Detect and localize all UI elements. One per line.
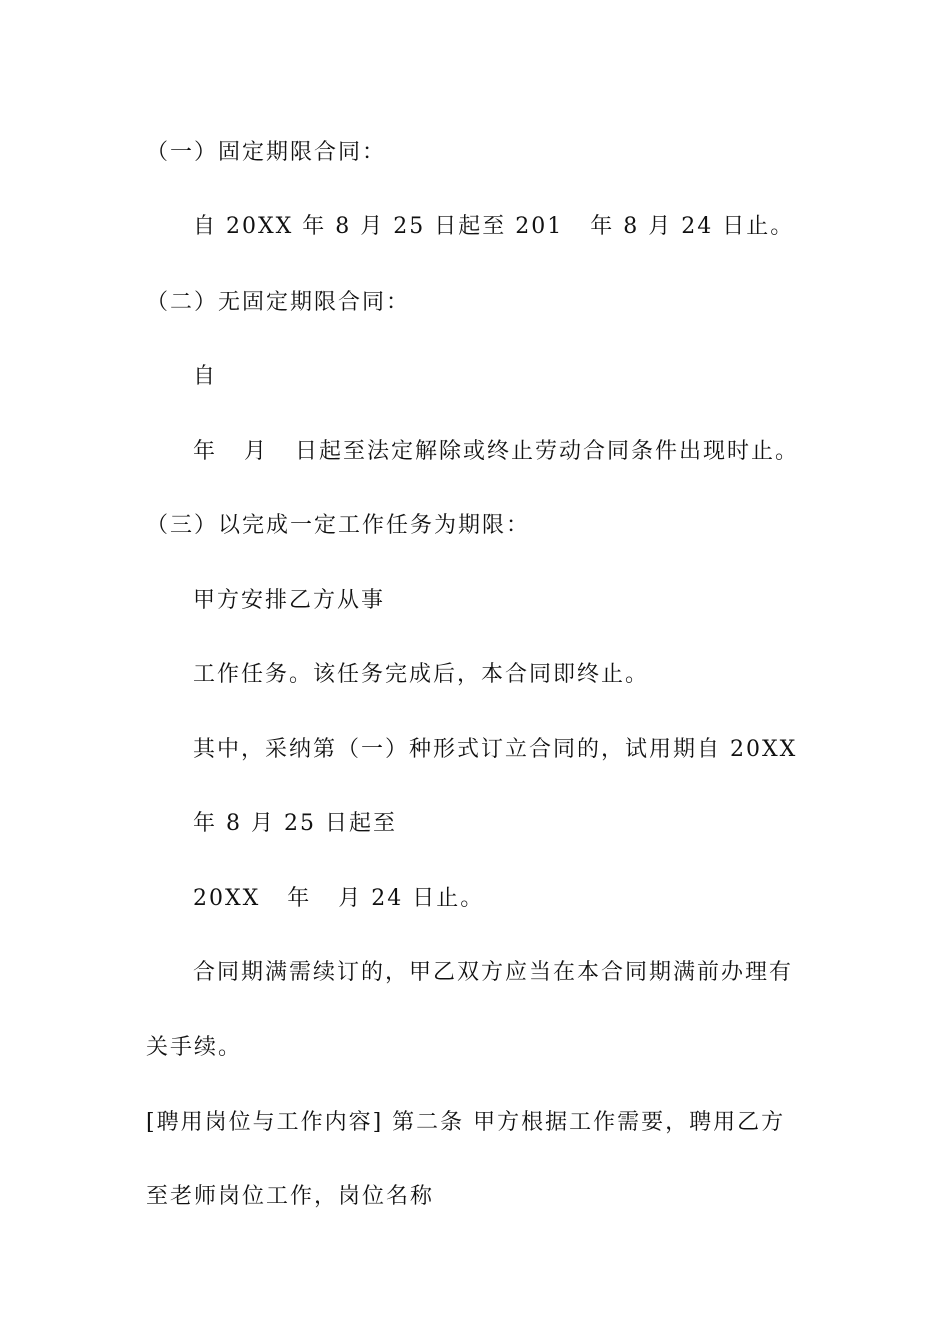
section-heading-fixed-term: （一）固定期限合同： [146, 140, 387, 165]
section-heading-task-term: （三）以完成一定工作任务为期限： [146, 513, 531, 538]
fixed-term-period-text: 自 20XX 年 8 月 25 日起至 201 年 8 月 24 日止。 [193, 214, 795, 239]
section-heading-open-term: （二）无固定期限合同： [146, 290, 411, 315]
open-term-period-text: 年 月 日起至法定解除或终止劳动合同条件出现时止。 [193, 439, 799, 464]
renewal-clause-text: 合同期满需续订的，甲乙双方应当在本合同期满前办理有 [193, 960, 794, 985]
probation-clause-text: 其中，采纳第（一）种形式订立合同的，试用期自 20XX [193, 737, 798, 762]
probation-start-text: 年 8 月 25 日起至 [193, 811, 397, 836]
open-term-from-text: 自 [193, 364, 218, 389]
article-two-text: [聘用岗位与工作内容] 第二条 甲方根据工作需要，聘用乙方 [146, 1110, 786, 1135]
task-completion-text: 工作任务。该任务完成后，本合同即终止。 [193, 662, 650, 687]
task-assignment-text: 甲方安排乙方从事 [193, 588, 386, 613]
article-two-continuation: 至老师岗位工作，岗位名称 [146, 1184, 435, 1209]
renewal-clause-continuation: 关手续。 [146, 1035, 243, 1060]
probation-end-text: 20XX 年 月 24 日止。 [193, 886, 485, 911]
